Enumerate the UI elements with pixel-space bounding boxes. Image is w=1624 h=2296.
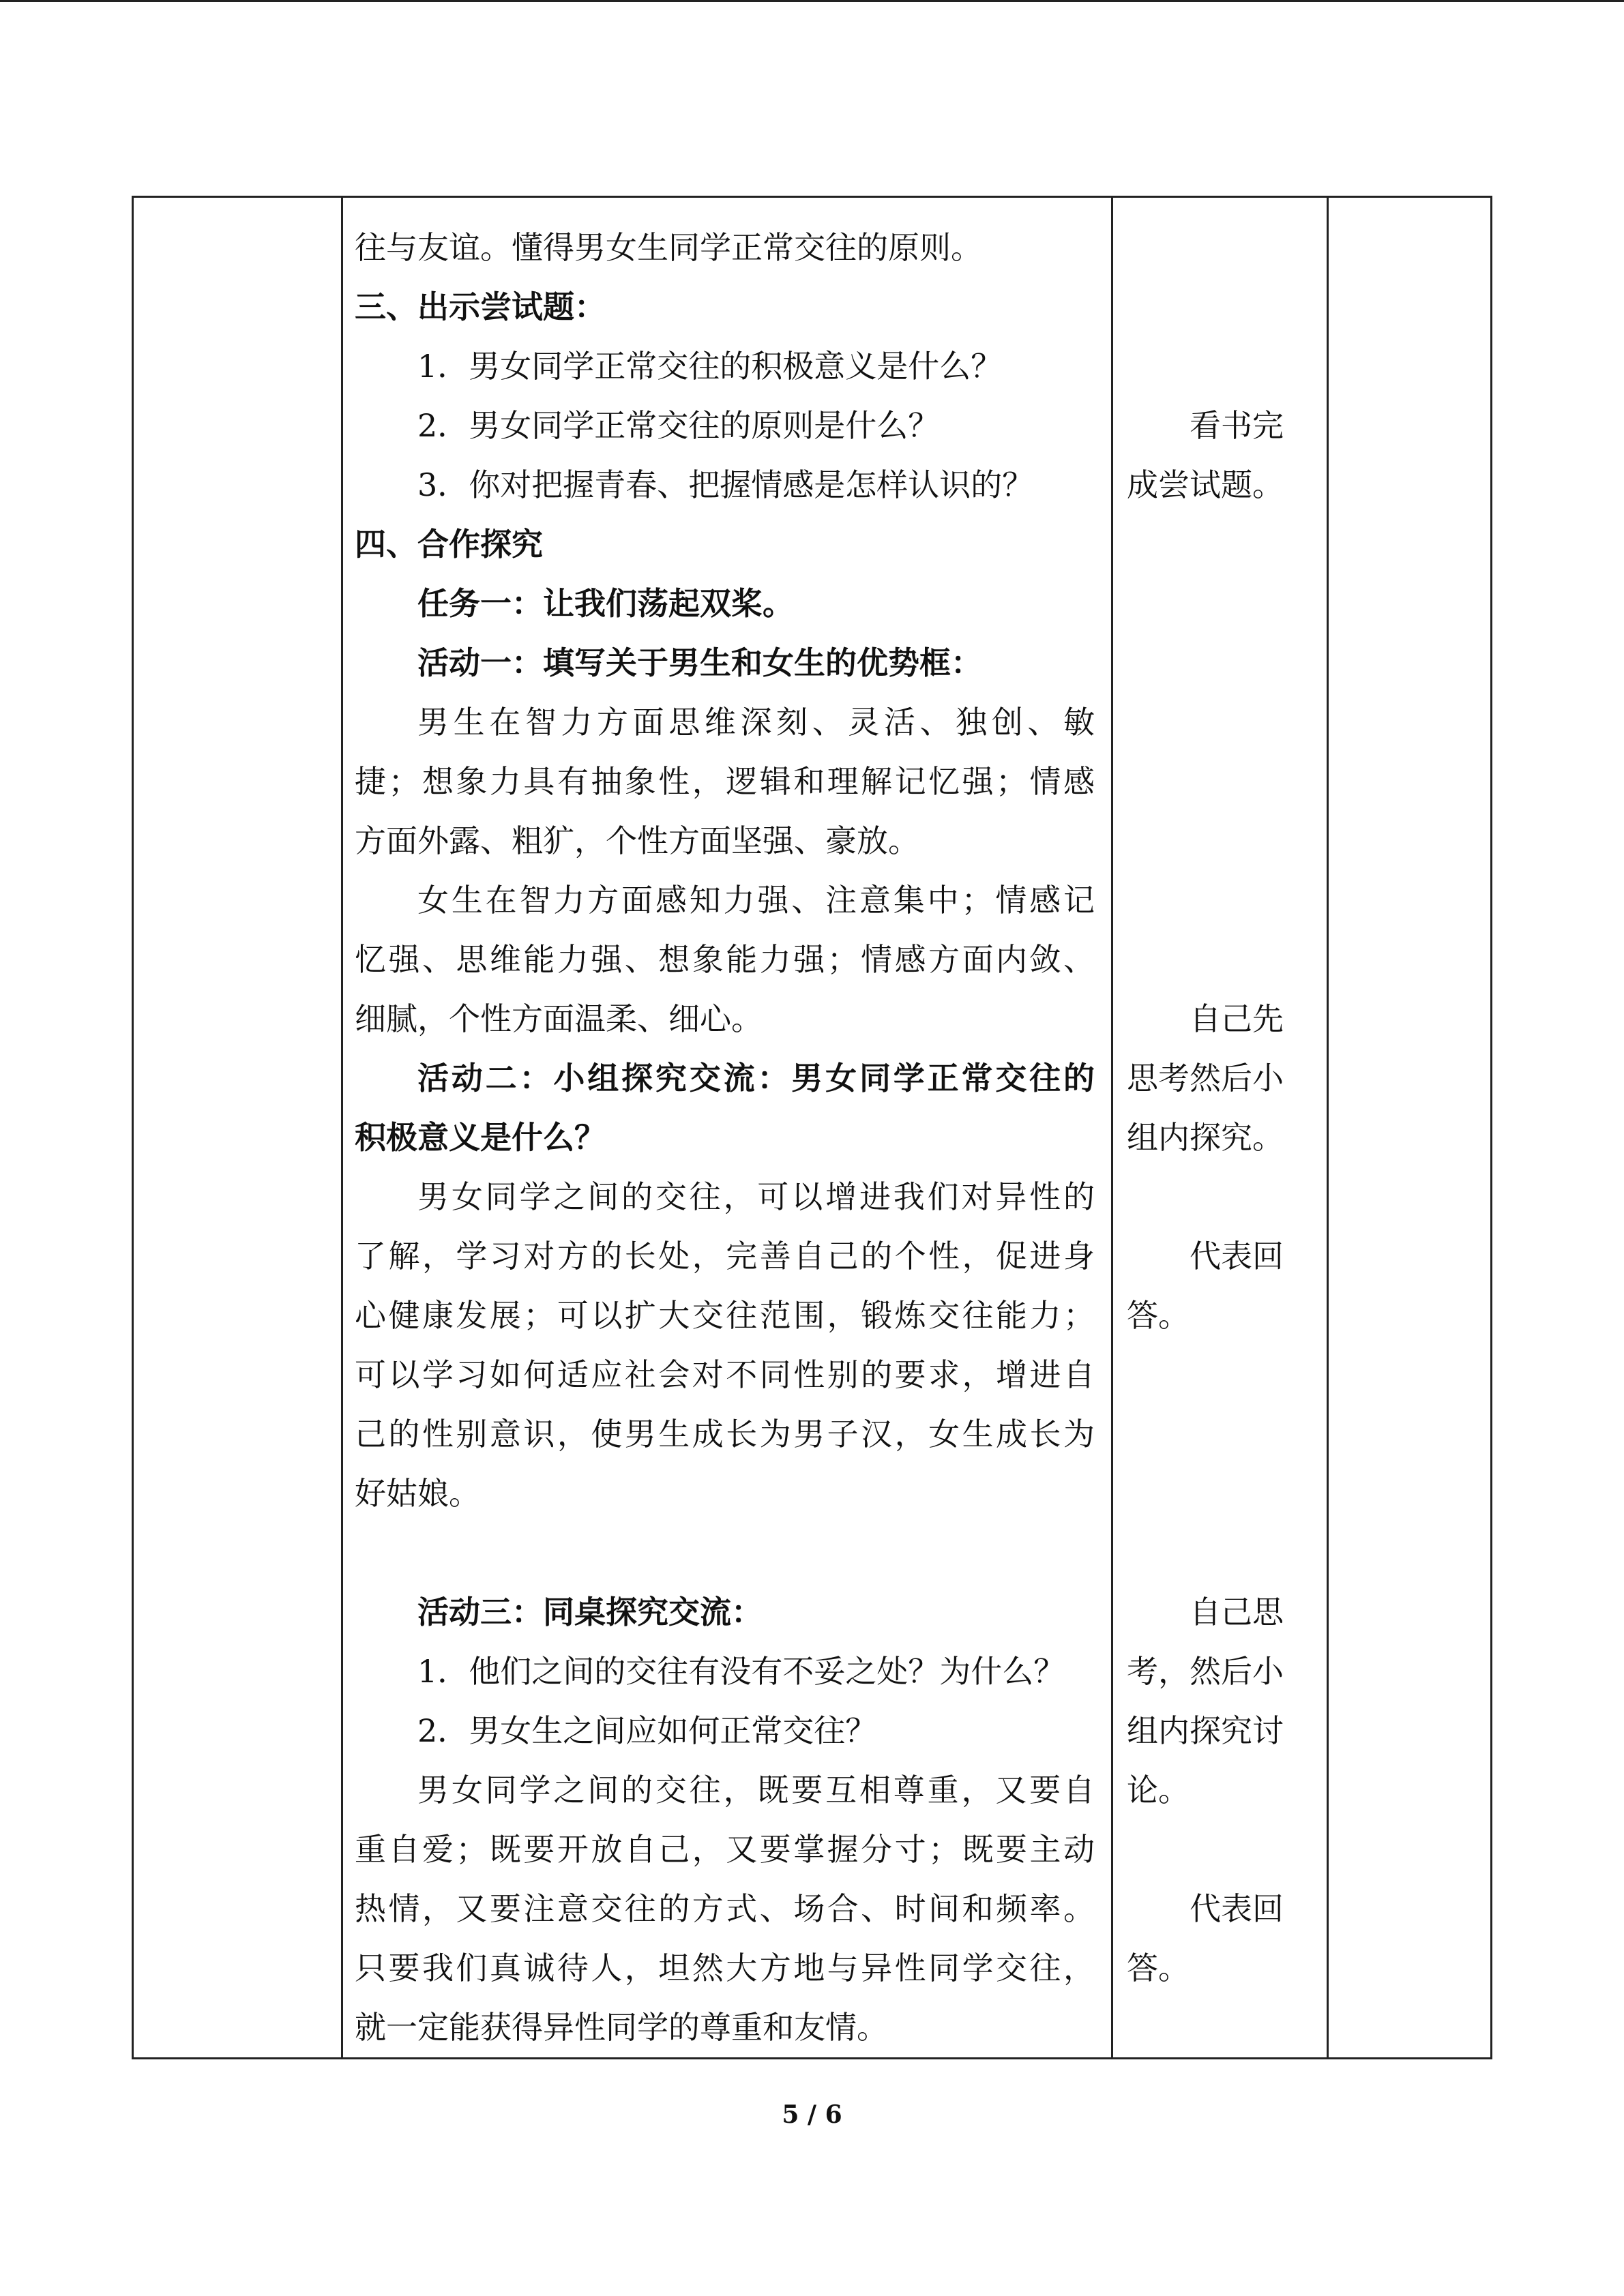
paragraph-line: 好姑娘。 <box>355 1475 480 1512</box>
text-line: 往与友谊。懂得男女生同学正常交往的原则。 <box>355 229 982 266</box>
note-line: 自己思 <box>1190 1594 1284 1630</box>
note-line: 思考然后小 <box>1127 1060 1284 1097</box>
paragraph-line: 只要我们真诚待人，坦然大方地与异性同学交往， <box>355 1950 1095 1986</box>
paragraph-line: 男生在智力方面思维深刻、灵活、独创、敏 <box>417 704 1095 741</box>
question-item: 2．男女生之间应如何正常交往？ <box>417 1712 877 1749</box>
section-heading: 三、出示尝试题： <box>355 288 606 325</box>
note-line: 看书完 <box>1190 407 1284 444</box>
blank-line <box>355 1523 1095 1583</box>
question-item: 1．他们之间的交往有没有不妥之处？为什么？ <box>417 1653 1065 1690</box>
paragraph-line: 可以学习如何适应社会对不同性别的要求，增进自 <box>355 1356 1095 1393</box>
note-line: 成尝试题。 <box>1127 466 1284 503</box>
question-item: 2．男女同学正常交往的原则是什么？ <box>417 407 940 444</box>
paragraph-line: 己的性别意识，使男生成长为男子汉，女生成长为 <box>355 1416 1095 1452</box>
student-activity-note <box>1127 1879 1311 1998</box>
activity-heading-line: 积极意义是什么？ <box>355 1119 606 1156</box>
note-line: 代表回 <box>1190 1890 1284 1927</box>
note-line: 组内探究。 <box>1127 1119 1284 1156</box>
paragraph-line: 重自爱；既要开放自己，又要掌握分寸；既要主动 <box>355 1831 1095 1868</box>
paragraph-line: 心健康发展；可以扩大交往范围，锻炼交往能力； <box>355 1297 1095 1334</box>
note-line: 自己先 <box>1190 1000 1284 1037</box>
section-heading: 四、合作探究 <box>355 526 543 563</box>
page-number: 5 / 6 <box>782 2100 842 2129</box>
note-line: 代表回 <box>1190 1238 1284 1274</box>
question-item: 1．男女同学正常交往的积极意义是什么？ <box>417 348 1003 385</box>
activity-heading: 任务一：让我们荡起双桨。 <box>417 585 794 622</box>
note-line: 考，然后小 <box>1127 1653 1284 1690</box>
student-activity-note <box>1127 989 1311 1167</box>
note-line: 组内探究讨 <box>1127 1712 1284 1749</box>
column-divider-2 <box>1111 198 1113 2057</box>
paragraph-line: 忆强、思维能力强、想象能力强；情感方面内敛、 <box>355 941 1095 978</box>
student-activity-note <box>1127 1583 1311 1820</box>
activity-heading: 活动三：同桌探究交流： <box>417 1594 763 1630</box>
student-activity-note <box>1127 1227 1311 1345</box>
activity-heading-line: 活动二：小组探究交流：男女同学正常交往的 <box>417 1060 1095 1097</box>
paragraph-line: 方面外露、粗犷，个性方面坚强、豪放。 <box>355 822 919 859</box>
activity-heading: 活动一：填写关于男生和女生的优势框： <box>417 644 982 681</box>
note-line: 答。 <box>1127 1297 1190 1334</box>
student-activity-note <box>1127 396 1311 515</box>
paragraph-line: 捷；想象力具有抽象性，逻辑和理解记忆强；情感 <box>355 763 1095 800</box>
paragraph-line: 就一定能获得异性同学的尊重和友情。 <box>355 2009 888 2046</box>
paragraph-line: 男女同学之间的交往，可以增进我们对异性的 <box>417 1178 1095 1215</box>
lesson-table <box>132 196 1492 2059</box>
question-item: 3．你对把握青春、把握情感是怎样认识的？ <box>417 466 1034 503</box>
column-divider-3 <box>1327 198 1329 2057</box>
teaching-content-column <box>355 218 1095 2057</box>
paragraph-line: 了解，学习对方的长处，完善自己的个性，促进身 <box>355 1238 1095 1274</box>
paragraph-line: 女生在智力方面感知力强、注意集中；情感记 <box>417 882 1095 919</box>
top-rule <box>0 0 1624 2</box>
column-divider-1 <box>341 198 343 2057</box>
paragraph-line: 热情，又要注意交往的方式、场合、时间和频率。 <box>355 1890 1095 1927</box>
paragraph-line: 男女同学之间的交往，既要互相尊重，又要自 <box>417 1772 1095 1808</box>
note-line: 答。 <box>1127 1950 1190 1986</box>
note-line: 论。 <box>1127 1772 1190 1808</box>
paragraph-line: 细腻，个性方面温柔、细心。 <box>355 1000 763 1037</box>
